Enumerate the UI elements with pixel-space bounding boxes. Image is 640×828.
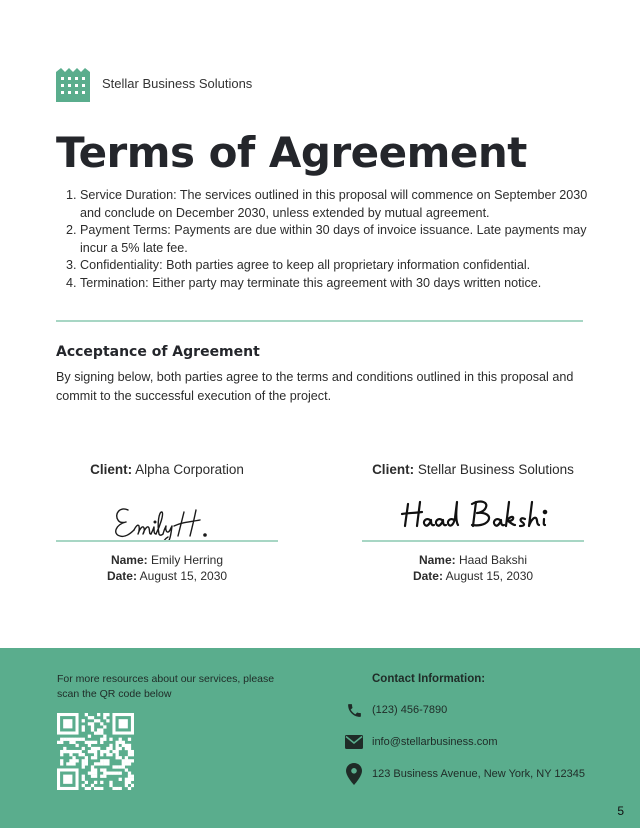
signature-line [56, 540, 278, 542]
name-label: Name: [418, 553, 456, 567]
contact-phone[interactable] [345, 700, 448, 720]
page-number: 5 [617, 804, 624, 818]
address-text: 123 Business Avenue, New York, NY 12345 [372, 768, 586, 780]
term-item: 1. Service Duration: The services outlined in this proposal will commence on September 2030 and conclude on December 2030, unless extended by mutual agreement. [80, 187, 590, 222]
signer-name [362, 552, 584, 568]
term-item: 3. Confidentiality: Both parties agree to keep all proprietary information confidential. [80, 257, 590, 275]
client-line [362, 460, 584, 480]
phone-icon [345, 700, 363, 720]
signature-block-client [56, 460, 278, 584]
client-label: Client: [90, 462, 133, 477]
date-value: August 15, 2030 [445, 569, 534, 583]
email-text: info@stellarbusiness.com [372, 736, 498, 748]
terms-list [56, 187, 590, 292]
qr-caption: For more resources about our services, please scan the QR code below [57, 673, 275, 700]
signer-info [362, 552, 584, 584]
signature-image [362, 480, 584, 540]
signature-line [362, 540, 584, 542]
client-line [56, 460, 278, 480]
signature-block-provider [362, 460, 584, 584]
name-value: Haad Bakshi [458, 553, 528, 567]
name-value: Emily Herring [151, 553, 224, 567]
qr-code[interactable] [57, 713, 134, 790]
signer-date [362, 568, 584, 584]
signature-image [56, 480, 278, 540]
footer [0, 648, 640, 828]
client-label: Client: [372, 462, 415, 477]
section-divider [56, 320, 583, 322]
term-item: 4. Termination: Either party may terminate this agreement with 30 days written notice. [80, 275, 590, 293]
date-label: Date: [106, 569, 137, 583]
page-title: Terms of Agreement [56, 128, 527, 177]
location-pin-icon [345, 764, 363, 784]
date-value: August 15, 2030 [139, 569, 228, 583]
mail-icon [345, 732, 363, 752]
term-item: 2. Payment Terms: Payments are due within 30 days of invoice issuance. Late payments may incur a 5% late fee. [80, 222, 590, 257]
contact-email[interactable] [345, 732, 498, 752]
contact-address[interactable] [345, 764, 586, 784]
acceptance-heading: Acceptance of Agreement [56, 344, 260, 360]
date-label: Date: [412, 569, 443, 583]
signer-info [56, 552, 278, 584]
client-value: Stellar Business Solutions [417, 462, 574, 477]
client-value: Alpha Corporation [135, 462, 244, 477]
building-icon [56, 66, 90, 102]
acceptance-text: By signing below, both parties agree to the terms and conditions outlined in this proposal and commit to the successful execution of the project. [56, 370, 574, 403]
phone-text: (123) 456-7890 [372, 704, 448, 716]
contact-heading: Contact Information: [372, 673, 486, 685]
signer-date [56, 568, 278, 584]
signer-name [56, 552, 278, 568]
company-name: Stellar Business Solutions [102, 76, 253, 91]
name-label: Name: [110, 553, 148, 567]
